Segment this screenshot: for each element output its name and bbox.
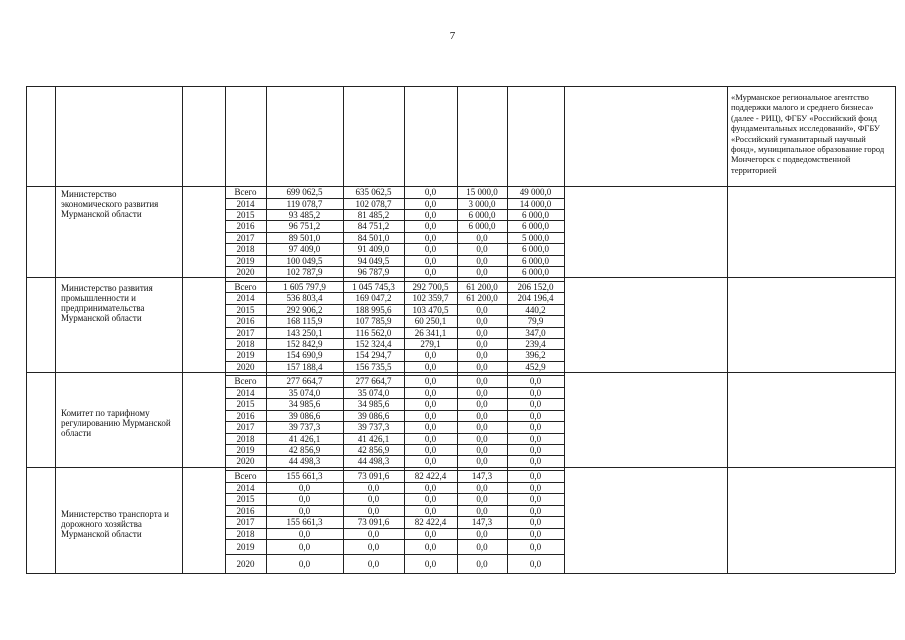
value-cell: 96 751,2 <box>288 221 321 231</box>
value-cell: 79,9 <box>527 316 544 326</box>
value-cell: 0,0 <box>298 505 311 516</box>
value-cell: 0,0 <box>367 528 380 539</box>
year-cell: 2016 <box>236 221 255 231</box>
value-cell: 60 250,1 <box>414 316 447 326</box>
value-cell: 93 485,2 <box>288 209 321 220</box>
value-cell: 292 906,2 <box>286 304 323 315</box>
year-cell: 2015 <box>236 399 255 409</box>
year-cell: 2017 <box>236 517 255 527</box>
value-cell: 61 200,0 <box>466 293 498 303</box>
value-cell: 0,0 <box>529 444 542 455</box>
group-divider <box>26 372 895 373</box>
year-cell: 2015 <box>236 209 255 220</box>
value-cell: 0,0 <box>424 187 437 197</box>
value-cell: 0,0 <box>529 494 542 504</box>
value-cell: 0,0 <box>476 422 488 432</box>
group-divider <box>26 277 895 278</box>
value-cell: 100 049,5 <box>286 255 323 266</box>
value-cell: 89 501,0 <box>288 232 321 243</box>
value-cell: 39 086,6 <box>357 410 390 421</box>
value-cell: 0,0 <box>476 541 488 552</box>
page-number: 7 <box>449 30 456 42</box>
value-cell: 96 787,9 <box>357 266 390 277</box>
table-column-line <box>564 86 565 573</box>
value-cell: 39 737,3 <box>288 422 321 432</box>
year-cell: 2020 <box>236 558 255 569</box>
value-cell: 6 000,0 <box>522 221 549 231</box>
table-column-line <box>55 86 56 573</box>
year-cell: Всего <box>234 471 257 481</box>
value-cell: 0,0 <box>529 410 542 421</box>
value-cell: 0,0 <box>529 482 542 493</box>
value-cell: 0,0 <box>476 399 488 409</box>
year-cell: 2016 <box>236 410 255 421</box>
year-cell: 2014 <box>236 387 255 398</box>
value-cell: 0,0 <box>424 456 437 466</box>
value-cell: 0,0 <box>476 316 488 326</box>
value-cell: 26 341,1 <box>414 327 447 338</box>
value-cell: 5 000,0 <box>522 232 549 243</box>
value-cell: 0,0 <box>476 304 488 315</box>
value-cell: 0,0 <box>298 541 311 552</box>
value-cell: 84 501,0 <box>357 232 390 243</box>
year-cell: 2018 <box>236 433 255 444</box>
value-cell: 0,0 <box>476 361 488 372</box>
year-cell: 2016 <box>236 505 255 516</box>
value-cell: 0,0 <box>424 232 437 243</box>
table-column-line <box>26 86 27 573</box>
value-cell: 292 700,5 <box>412 281 449 292</box>
value-cell: 147,3 <box>471 471 493 481</box>
value-cell: 0,0 <box>424 198 437 209</box>
value-cell: 0,0 <box>476 410 488 421</box>
year-cell: 2015 <box>236 494 255 504</box>
value-cell: 49 000,0 <box>519 187 552 197</box>
year-cell: Всего <box>234 187 257 197</box>
value-cell: 6 000,0 <box>468 221 496 231</box>
table-row-line <box>225 573 564 574</box>
value-cell: 6 000,0 <box>468 209 496 220</box>
value-cell: 35 074,0 <box>357 387 390 398</box>
year-cell: 2017 <box>236 327 255 338</box>
value-cell: 152 842,9 <box>286 338 323 349</box>
value-cell: 536 803,4 <box>286 293 323 303</box>
value-cell: 0,0 <box>529 471 542 481</box>
value-cell: 6 000,0 <box>522 209 549 220</box>
table-column-line <box>727 86 728 573</box>
value-cell: 635 062,5 <box>355 187 392 197</box>
value-cell: 1 045 745,3 <box>352 281 395 292</box>
value-cell: 143 250,1 <box>286 327 323 338</box>
value-cell: 0,0 <box>424 209 437 220</box>
value-cell: 0,0 <box>424 410 437 421</box>
value-cell: 440,2 <box>525 304 546 315</box>
value-cell: 82 422,4 <box>414 471 447 481</box>
value-cell: 0,0 <box>424 266 437 277</box>
value-cell: 0,0 <box>476 456 488 466</box>
year-cell: 2017 <box>236 232 255 243</box>
year-cell: 2015 <box>236 304 255 315</box>
value-cell: 0,0 <box>424 482 437 493</box>
value-cell: 15 000,0 <box>466 187 498 197</box>
value-cell: 0,0 <box>476 338 488 349</box>
value-cell: 0,0 <box>424 505 437 516</box>
value-cell: 102 787,9 <box>286 266 323 277</box>
table-column-line <box>895 86 896 573</box>
value-cell: 44 498,3 <box>288 456 321 466</box>
value-cell: 0,0 <box>367 541 380 552</box>
year-cell: 2020 <box>236 266 255 277</box>
value-cell: 44 498,3 <box>357 456 390 466</box>
value-cell: 0,0 <box>476 232 488 243</box>
year-cell: 2014 <box>236 293 255 303</box>
value-cell: 0,0 <box>476 558 488 569</box>
year-cell: Всего <box>234 376 257 386</box>
value-cell: 81 485,2 <box>357 209 390 220</box>
value-cell: 0,0 <box>424 541 437 552</box>
value-cell: 39 086,6 <box>288 410 321 421</box>
value-cell: 0,0 <box>476 350 488 360</box>
value-cell: 204 196,4 <box>517 293 554 303</box>
value-cell: 0,0 <box>529 528 542 539</box>
value-cell: 0,0 <box>529 456 542 466</box>
value-cell: 14 000,0 <box>519 198 552 209</box>
year-cell: Всего <box>234 281 257 292</box>
value-cell: 279,1 <box>420 338 441 349</box>
value-cell: 97 409,0 <box>288 244 321 254</box>
table-column-line <box>182 86 183 573</box>
value-cell: 116 562,0 <box>355 327 392 338</box>
year-cell: 2017 <box>236 422 255 432</box>
value-cell: 34 985,6 <box>357 399 390 409</box>
value-cell: 155 661,3 <box>286 471 323 481</box>
value-cell: 169 047,2 <box>355 293 392 303</box>
year-cell: 2020 <box>236 361 255 372</box>
value-cell: 0,0 <box>529 505 542 516</box>
value-cell: 0,0 <box>298 528 311 539</box>
value-cell: 0,0 <box>298 558 311 569</box>
value-cell: 0,0 <box>367 505 380 516</box>
value-cell: 42 856,9 <box>357 444 390 455</box>
value-cell: 91 409,0 <box>357 244 390 254</box>
value-cell: 41 426,1 <box>357 433 390 444</box>
table-border-top <box>26 86 895 87</box>
value-cell: 0,0 <box>529 422 542 432</box>
value-cell: 0,0 <box>476 255 488 266</box>
value-cell: 3 000,0 <box>468 198 496 209</box>
value-cell: 39 737,3 <box>357 422 390 432</box>
value-cell: 94 049,5 <box>357 255 390 266</box>
value-cell: 168 115,9 <box>286 316 323 326</box>
value-cell: 102 078,7 <box>355 198 392 209</box>
value-cell: 0,0 <box>476 494 488 504</box>
value-cell: 0,0 <box>476 444 488 455</box>
value-cell: 699 062,5 <box>286 187 323 197</box>
year-cell: 2014 <box>236 482 255 493</box>
year-cell: 2018 <box>236 244 255 254</box>
year-cell: 2020 <box>236 456 255 466</box>
table-row-line <box>225 554 564 555</box>
value-cell: 0,0 <box>298 482 311 493</box>
value-cell: 0,0 <box>476 327 488 338</box>
value-cell: 239,4 <box>525 338 546 349</box>
value-cell: 157 188,4 <box>286 361 323 372</box>
value-cell: 73 091,6 <box>357 517 390 527</box>
value-cell: 107 785,9 <box>355 316 392 326</box>
value-cell: 156 735,5 <box>355 361 392 372</box>
value-cell: 154 690,9 <box>286 350 323 360</box>
value-cell: 347,0 <box>525 327 546 338</box>
value-cell: 0,0 <box>424 444 437 455</box>
value-cell: 102 359,7 <box>412 293 449 303</box>
value-cell: 0,0 <box>424 558 437 569</box>
value-cell: 152 324,4 <box>355 338 392 349</box>
value-cell: 0,0 <box>529 517 542 527</box>
year-cell: 2019 <box>236 255 255 266</box>
value-cell: 0,0 <box>298 494 311 504</box>
value-cell: 41 426,1 <box>288 433 321 444</box>
value-cell: 119 078,7 <box>286 198 323 209</box>
value-cell: 154 294,7 <box>355 350 392 360</box>
value-cell: 0,0 <box>476 482 488 493</box>
value-cell: 0,0 <box>476 266 488 277</box>
value-cell: 0,0 <box>476 528 488 539</box>
year-cell: 2016 <box>236 316 255 326</box>
value-cell: 84 751,2 <box>357 221 390 231</box>
value-cell: 277 664,7 <box>286 376 323 386</box>
group-divider <box>26 467 895 468</box>
value-cell: 0,0 <box>529 399 542 409</box>
agency-name: Министерство развития промышленности и предпринимательства Мурманской области <box>61 283 153 323</box>
year-cell: 2019 <box>236 444 255 455</box>
value-cell: 42 856,9 <box>288 444 321 455</box>
year-cell: 2018 <box>236 338 255 349</box>
value-cell: 0,0 <box>424 221 437 231</box>
value-cell: 35 074,0 <box>288 387 321 398</box>
value-cell: 188 995,6 <box>355 304 392 315</box>
value-cell: 147,3 <box>471 517 493 527</box>
value-cell: 0,0 <box>424 494 437 504</box>
value-cell: 0,0 <box>529 541 542 552</box>
value-cell: 0,0 <box>529 433 542 444</box>
value-cell: 73 091,6 <box>357 471 390 481</box>
value-cell: 396,2 <box>525 350 546 360</box>
value-cell: 0,0 <box>529 376 542 386</box>
value-cell: 0,0 <box>476 433 488 444</box>
year-cell: 2019 <box>236 541 255 552</box>
value-cell: 0,0 <box>367 558 380 569</box>
value-cell: 0,0 <box>529 387 542 398</box>
value-cell: 0,0 <box>424 244 437 254</box>
year-cell: 2019 <box>236 350 255 360</box>
value-cell: 0,0 <box>424 528 437 539</box>
value-cell: 0,0 <box>529 558 542 569</box>
value-cell: 206 152,0 <box>517 281 554 292</box>
value-cell: 155 661,3 <box>286 517 323 527</box>
value-cell: 61 200,0 <box>466 281 498 292</box>
value-cell: 1 605 797,9 <box>283 281 326 292</box>
value-cell: 103 470,5 <box>412 304 449 315</box>
value-cell: 0,0 <box>476 244 488 254</box>
year-cell: 2018 <box>236 528 255 539</box>
year-cell: 2014 <box>236 198 255 209</box>
agency-name: Министерство транспорта и дорожного хозяйства Мурманской области <box>61 509 169 539</box>
value-cell: 0,0 <box>367 494 380 504</box>
value-cell: 0,0 <box>424 422 437 432</box>
value-cell: 0,0 <box>424 387 437 398</box>
value-cell: 6 000,0 <box>522 266 549 277</box>
value-cell: 452,9 <box>525 361 546 372</box>
table-row-line <box>225 539 564 540</box>
value-cell: 0,0 <box>476 376 488 386</box>
value-cell: 82 422,4 <box>414 517 447 527</box>
value-cell: 0,0 <box>424 399 437 409</box>
value-cell: 0,0 <box>424 255 437 266</box>
value-cell: 0,0 <box>424 376 437 386</box>
value-cell: 0,0 <box>476 387 488 398</box>
value-cell: 0,0 <box>367 482 380 493</box>
agency-name: Комитет по тарифному регулированию Мурманской области <box>61 408 171 438</box>
value-cell: 6 000,0 <box>522 255 549 266</box>
value-cell: 6 000,0 <box>522 244 549 254</box>
value-cell: 34 985,6 <box>288 399 321 409</box>
value-cell: 0,0 <box>424 433 437 444</box>
header-note: «Мурманское региональное агентство поддержки малого и среднего бизнеса» (далее - РИЦ), ФГБУ «Российский фонд фундаментальных исследований», ФГБУ «Российский гуманитарный научный фонд», муниципальное образование город Мончегорск с подведомственной территорией <box>731 92 885 175</box>
value-cell: 0,0 <box>424 350 437 360</box>
value-cell: 0,0 <box>424 361 437 372</box>
value-cell: 277 664,7 <box>355 376 392 386</box>
agency-name: Министерство экономического развития Мурманской области <box>61 189 159 219</box>
value-cell: 0,0 <box>476 505 488 516</box>
